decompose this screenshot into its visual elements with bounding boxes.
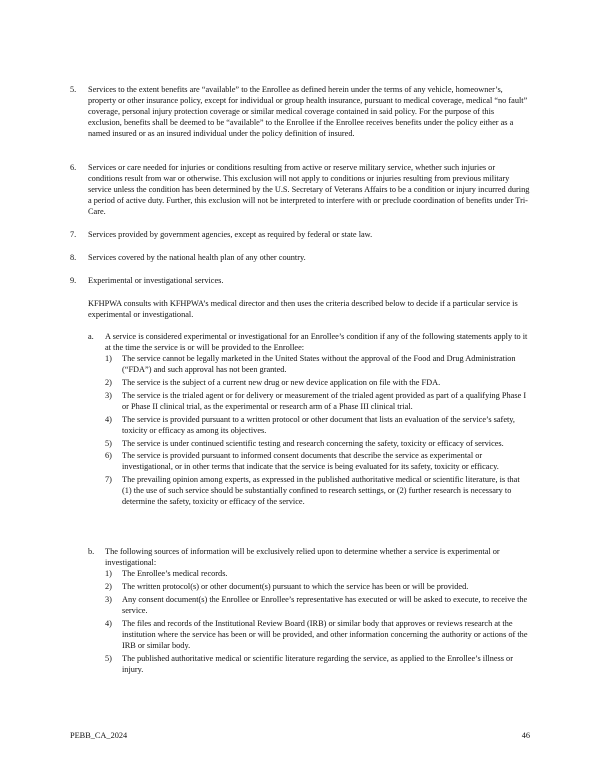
sources-list bbox=[105, 568, 530, 675]
point-number: 3) bbox=[105, 594, 112, 604]
point-number: 6) bbox=[105, 451, 112, 461]
item-number: 6. bbox=[70, 163, 77, 172]
footer-document-id: PEBB_CA_2024 bbox=[70, 731, 128, 740]
point-text: The Enrollee’s medical records. bbox=[122, 569, 228, 579]
section-label: b. bbox=[88, 547, 95, 556]
item-number: 5. bbox=[70, 85, 77, 94]
point-number: 5) bbox=[105, 438, 112, 448]
exclusion-item-7 bbox=[70, 229, 530, 240]
list-item bbox=[105, 390, 530, 412]
list-item bbox=[105, 438, 530, 449]
point-text: The service is the subject of a current new drug or new device application on file with the FDA. bbox=[122, 378, 441, 388]
point-text: The service is the trialed agent or for delivery or measurement of the trialed agent provided as part of a qualifying Phase I or Phase II clinical trial, as the experimental or research arm of a Phase III clinical trial. bbox=[122, 390, 527, 411]
list-item bbox=[105, 653, 530, 675]
exclusion-item-5 bbox=[70, 84, 530, 139]
item-text: Services to the extent benefits are “available” to the Enrollee as defined herein under the terms of any vehicle, homeowner’s, property or other insurance policy, except for individual or group health insurance, pursuant to medical coverage, medical “no fault” coverage, personal injury protection coverage or similar medical coverage contained in said policy. For the purpose of this exclusion, benefits shall be deemed to be “available” to the Enrollee if the Enrollee receives benefits under the policy either as a named insured or as an insured individual under the policy definition of insured. bbox=[88, 85, 528, 139]
exclusion-item-8 bbox=[70, 252, 530, 263]
page-number: 46 bbox=[521, 731, 530, 740]
point-number: 1) bbox=[105, 569, 112, 579]
list-item bbox=[105, 450, 530, 472]
exclusion-item-6 bbox=[70, 162, 530, 217]
point-number: 3) bbox=[105, 390, 112, 400]
point-text: The service is under continued scientific testing and research concerning the safety, toxicity or efficacy of services. bbox=[122, 438, 504, 448]
point-text: The prevailing opinion among experts, as expressed in the published authoritative medical or scientific literature, is that (1) the use of such service should be substantially confined to research settings, or (2) further research is necessary to determine the safety, toxicity or efficacy of the service. bbox=[122, 475, 520, 507]
list-item bbox=[105, 581, 530, 592]
point-text: The service is provided pursuant to informed consent documents that describe the service as experimental or investigational, or in other terms that indicate that the service is being evaluated for its safety, toxicity or efficacy. bbox=[122, 451, 499, 472]
list-item bbox=[105, 377, 530, 388]
point-number: 2) bbox=[105, 581, 112, 591]
exclusion-item-9 bbox=[70, 275, 530, 286]
point-text: The service is provided pursuant to a written protocol or other document that lists an evaluation of the service’s safety, toxicity or efficacy as among its objectives. bbox=[122, 414, 515, 435]
section-text: A service is considered experimental or investigational for an Enrollee’s condition if any of the following statements apply to it at the time the service is or will be provided to the Enrollee: bbox=[105, 332, 528, 353]
criteria-list bbox=[105, 353, 530, 507]
item-number: 8. bbox=[70, 253, 77, 262]
section-b bbox=[88, 546, 530, 675]
item-text: Experimental or investigational services. bbox=[88, 276, 224, 285]
point-text: The written protocol(s) or other document(s) pursuant to which the service has been or will be provided. bbox=[122, 581, 469, 591]
list-item bbox=[105, 618, 530, 651]
item-text: Services covered by the national health plan of any other country. bbox=[88, 253, 306, 262]
list-item bbox=[105, 474, 530, 507]
item-text: Services provided by government agencies, except as required by federal or state law. bbox=[88, 230, 373, 239]
section-text: The following sources of information will be exclusively relied upon to determine whether a service is experimental or investigational: bbox=[105, 547, 500, 568]
list-item bbox=[105, 414, 530, 436]
list-item bbox=[105, 353, 530, 375]
point-text: The files and records of the Institutional Review Board (IRB) or similar body that approves or reviews research at the institution where the service has been or will be provided, and other information concerning the authority or actions of the IRB or similar body. bbox=[122, 618, 528, 650]
point-number: 7) bbox=[105, 475, 112, 485]
list-item bbox=[105, 568, 530, 579]
intro-paragraph: KFHPWA consults with KFHPWA’s medical director and then uses the criteria described below to decide if a particular service is experimental or investigational. bbox=[88, 299, 518, 320]
point-number: 2) bbox=[105, 378, 112, 388]
point-number: 4) bbox=[105, 618, 112, 628]
point-text: Any consent document(s) the Enrollee or Enrollee’s representative has executed or will be asked to execute, to receive the service. bbox=[122, 594, 528, 615]
item-text: Services or care needed for injuries or conditions resulting from active or reserve military service, whether such injuries or conditions result from war or otherwise. This exclusion will not apply to conditions or injuries resulting from previous military service unless the condition has been determined by the U.S. Secretary of Veterans Affairs to be a condition or injury incurred during a period of active duty. Further, this exclusion will not be interpreted to interfere with or preclude coordination of benefits under Tri-Care. bbox=[88, 163, 530, 217]
item-number: 7. bbox=[70, 230, 77, 239]
section-label: a. bbox=[88, 332, 94, 341]
list-item bbox=[105, 594, 530, 616]
point-number: 4) bbox=[105, 414, 112, 424]
point-number: 1) bbox=[105, 354, 112, 364]
section-a bbox=[88, 331, 530, 508]
point-number: 5) bbox=[105, 653, 112, 663]
point-text: The published authoritative medical or scientific literature regarding the service, as applied to the Enrollee’s illness or injury. bbox=[122, 653, 513, 674]
point-text: The service cannot be legally marketed in the United States without the approval of the Food and Drug Administration (“FDA”) and such approval has not been granted. bbox=[122, 354, 516, 375]
item-number: 9. bbox=[70, 276, 77, 285]
